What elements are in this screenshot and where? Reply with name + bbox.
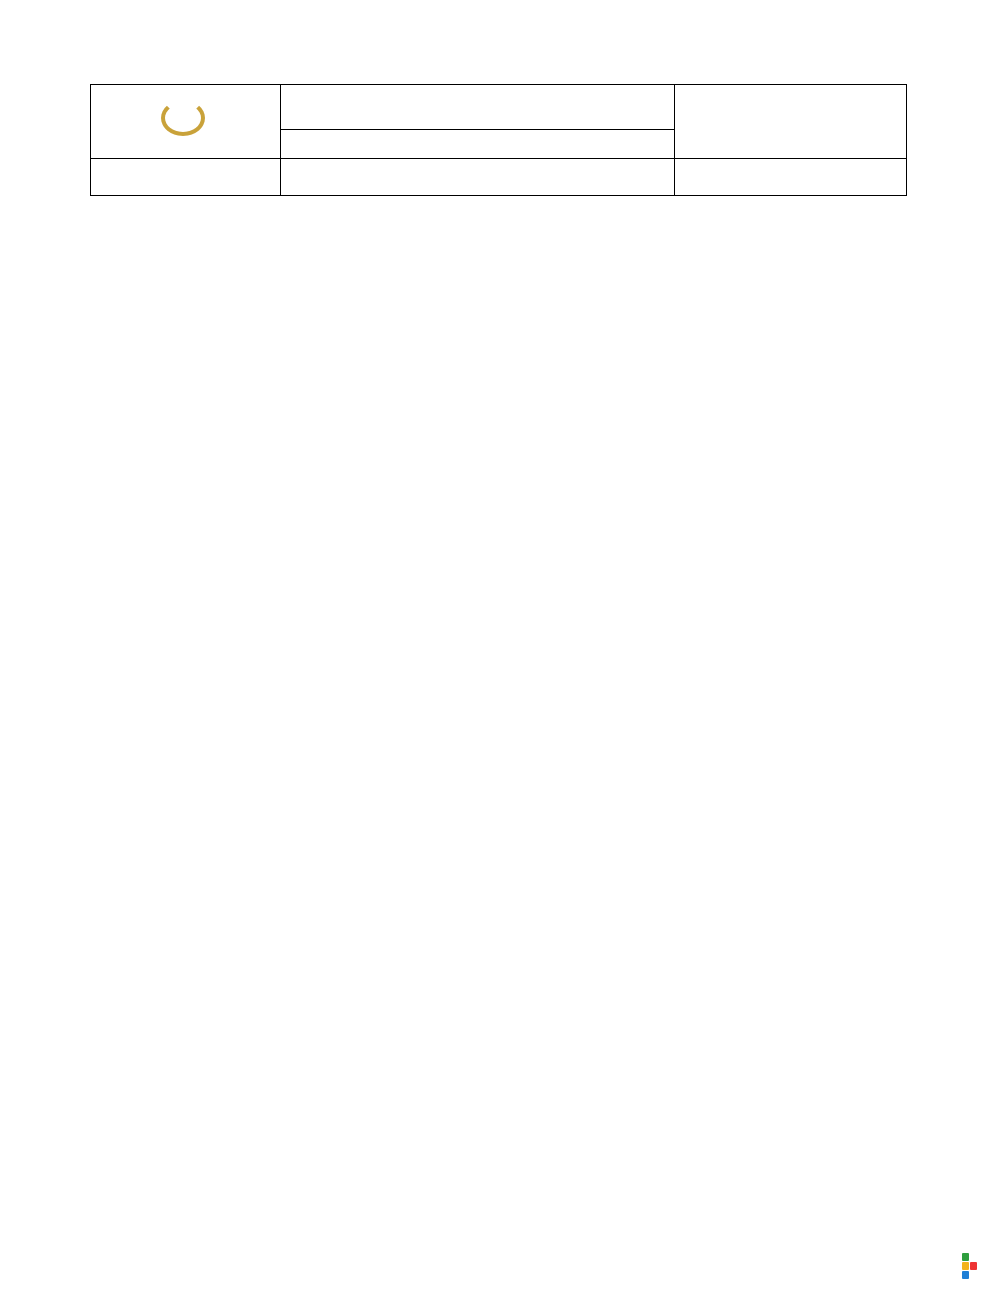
worksheet-header xyxy=(90,84,907,196)
balloon-border-left xyxy=(38,66,68,1212)
balloon-border-top xyxy=(38,36,960,66)
liveworksheets-logo-icon xyxy=(962,1253,984,1279)
school-info-cell xyxy=(280,85,674,130)
subject-title xyxy=(280,130,674,159)
balloon-border-right xyxy=(928,66,958,1212)
school-logo-cell xyxy=(91,85,281,159)
liveworksheets-brand xyxy=(962,1251,988,1281)
grade-label xyxy=(91,159,281,196)
laurel-wreath-icon xyxy=(161,100,205,136)
period-label xyxy=(674,159,906,196)
balloon-border-bottom xyxy=(38,1212,960,1242)
resolution-text xyxy=(674,85,906,159)
exercise-instruction xyxy=(90,242,118,264)
teacher-cell xyxy=(280,159,674,196)
school-logo xyxy=(159,96,211,148)
